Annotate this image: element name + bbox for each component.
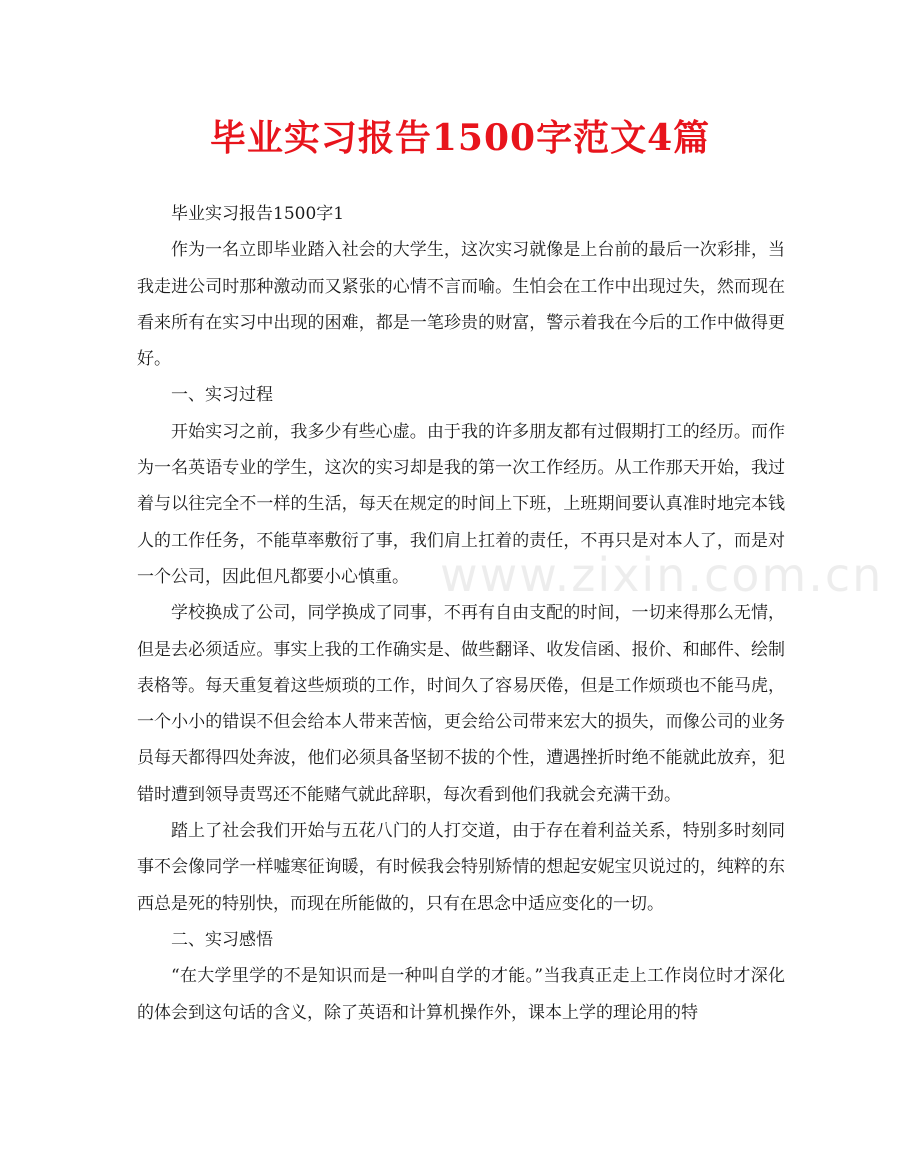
document-body — [137, 196, 785, 1031]
watermark: www.zixin.com.cn — [440, 548, 884, 602]
paragraph-process-1: 开始实习之前，我多少有些心虚。由于我的许多朋友都有过假期打工的经历。而作为一名英语专业的学生，这次的实习却是我的第一次工作经历。从工作那天开始，我过着与以往完全不一样的生活，每天在规定的时间上下班，上班期间要认真准时地完本钱人的工作任务，不能草率敷衍了事，我们肩上扛着的责任，不再只是对本人了，而是对一个公司，因此但凡都要小心慎重。 — [137, 421, 785, 587]
paragraph-process-3: 踏上了社会我们开始与五花八门的人打交道，由于存在着利益关系，特别多时刻同事不会像同学一样嘘寒征询暖，有时候我会特别矫情的想起安妮宝贝说过的，纯粹的东西总是死的特别快，而现在所能做的，只有在思念中适应变化的一切。 — [137, 821, 785, 914]
section-subtitle: 毕业实习报告1500字1 — [171, 204, 345, 224]
paragraph-insights-1: “在大学里学的不是知识而是一种叫自学的才能。”当我真正走上工作岗位时才深化的体会到这句话的含义，除了英语和计算机操作外，课本上学的理论用的特 — [137, 966, 785, 1023]
document-title: 毕业实习报告1500字范文4篇 — [209, 117, 711, 159]
heading-internship-process: 一、实习过程 — [171, 385, 273, 406]
heading-internship-insights: 二、实习感悟 — [171, 929, 273, 950]
paragraph-process-2: 学校换成了公司，同学换成了同事，不再有自由支配的时间，一切来得那么无情，但是去必须适应。事实上我的工作确实是、做些翻译、收发信函、报价、和邮件、绘制表格等。每天重复着这些烦琐的工作，时间久了容易厌倦，但是工作烦琐也不能马虎，一个小小的错误不但会给本人带来苦恼，更会给公司带来宏大的损失，而像公司的业务员每天都得四处奔波，他们必须具备坚韧不拔的个性，遭遇挫折时绝不能就此放弃，犯错时遭到领导责骂还不能赌气就此辞职，每次看到他们我就会充满干劲。 — [137, 603, 785, 805]
paragraph-intro: 作为一名立即毕业踏入社会的大学生，这次实习就像是上台前的最后一次彩排，当我走进公司时那种激动而又紧张的心情不言而喻。生怕会在工作中出现过失，然而现在看来所有在实习中出现的困难，都是一笔珍贵的财富，警示着我在今后的工作中做得更好。 — [137, 240, 785, 370]
